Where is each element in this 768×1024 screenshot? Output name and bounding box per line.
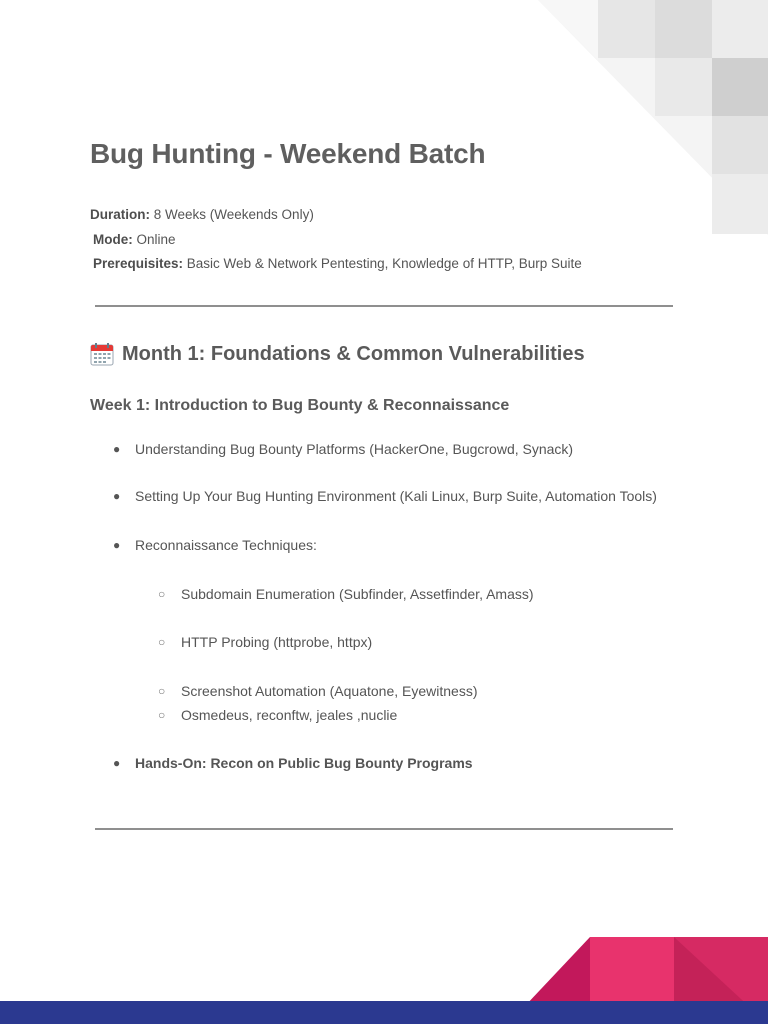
divider: [95, 828, 673, 830]
list-item-text: Reconnaissance Techniques:: [135, 537, 317, 553]
bullet-dot-icon: ●: [113, 756, 121, 770]
calendar-icon: [90, 342, 114, 366]
meta-mode: [90, 230, 582, 255]
list-item-hands-on: [113, 754, 473, 772]
meta-value: Basic Web & Network Pentesting, Knowledge of HTTP, Burp Suite: [183, 256, 582, 271]
meta-value: 8 Weeks (Weekends Only): [150, 207, 314, 222]
divider: [95, 305, 673, 307]
bullet-circle-icon: ○: [158, 635, 166, 649]
course-meta: [90, 205, 582, 279]
document-title: Bug Hunting - Weekend Batch: [90, 138, 486, 169]
list-item: [113, 440, 574, 458]
footer-bar: [0, 1001, 768, 1024]
list-item-text: Understanding Bug Bounty Platforms (HackerOne, Bugcrowd, Synack): [135, 441, 574, 457]
sub-list-item: [158, 682, 478, 700]
meta-label: Mode:: [93, 231, 133, 247]
meta-value: Online: [132, 231, 176, 247]
bullet-circle-icon: ○: [158, 587, 166, 601]
sub-list-item-text: Osmedeus, reconftw, jeales ,nuclie: [181, 707, 398, 723]
meta-duration: [90, 205, 582, 230]
list-item-text: Setting Up Your Bug Hunting Environment (Kali Linux, Burp Suite, Automation Tools): [135, 488, 657, 504]
meta-label: Prerequisites:: [93, 256, 184, 271]
sub-list-item-text: Screenshot Automation (Aquatone, Eyewitness): [181, 683, 478, 699]
bullet-dot-icon: ●: [113, 538, 121, 552]
meta-label: Duration:: [90, 207, 150, 222]
decorative-gray-tiles: [538, 0, 768, 240]
meta-prerequisites: [90, 254, 582, 279]
list-item: [113, 487, 657, 505]
month-heading-text: Month 1: Foundations & Common Vulnerabilities: [122, 342, 585, 365]
list-item: [113, 536, 317, 554]
sub-list-item-text: Subdomain Enumeration (Subfinder, Assetfinder, Amass): [181, 586, 534, 602]
sub-list-item: [158, 706, 398, 724]
sub-list-item: [158, 585, 534, 603]
bullet-dot-icon: ●: [113, 489, 121, 503]
bullet-circle-icon: ○: [158, 708, 166, 722]
sub-list-item-text: HTTP Probing (httprobe, httpx): [181, 634, 373, 650]
bullet-circle-icon: ○: [158, 684, 166, 698]
week-heading: Week 1: Introduction to Bug Bounty & Reconnaissance: [90, 397, 510, 414]
sub-list-item: [158, 633, 373, 651]
month-heading: [90, 342, 585, 366]
bullet-dot-icon: ●: [113, 442, 121, 456]
list-item-text: Hands-On: Recon on Public Bug Bounty Programs: [135, 755, 473, 771]
